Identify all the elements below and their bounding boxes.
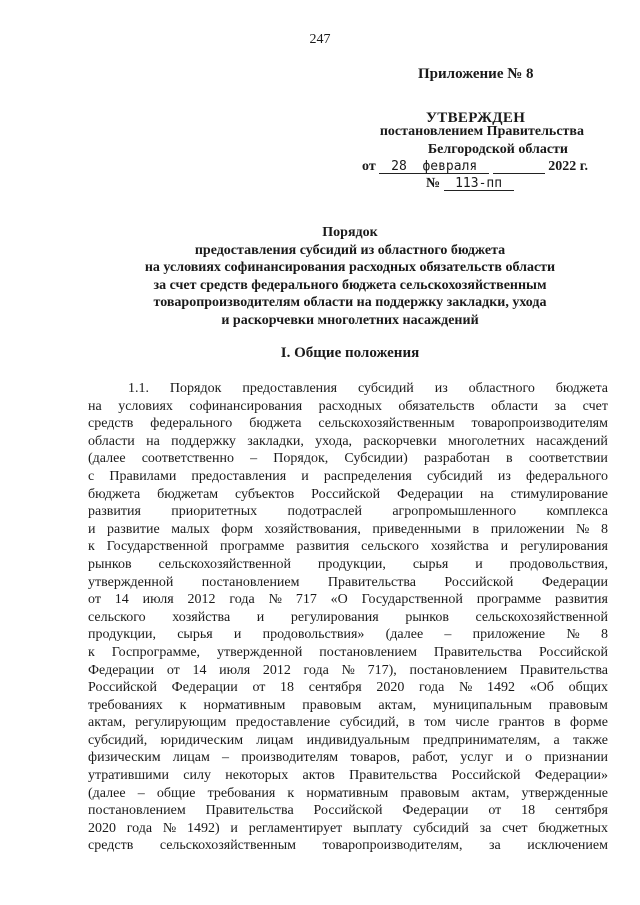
number-value: 113-пп bbox=[444, 177, 514, 191]
body-line: постановлением Правительства Российской Федерации от 18 сентября bbox=[88, 803, 608, 819]
body-line: (далее – общие требования к нормативным правовым актам, утвержденные bbox=[88, 785, 608, 801]
title-line: и раскорчевки многолетних насаждений bbox=[221, 312, 479, 328]
page-number: 247 bbox=[309, 32, 331, 47]
body-line: 1.1. Порядок предоставления субсидий из областного бюджета bbox=[128, 381, 608, 396]
section-title: I. Общие положения bbox=[280, 345, 420, 361]
body-line: физическим лицам – производителям товаров, работ, услуг и о признании bbox=[88, 750, 608, 766]
body-line: продукции, сырья и продовольствия» (далее – приложение № 8 bbox=[88, 627, 608, 643]
body-line: утратившими силу некоторых актов Правительства Российской Федерации» bbox=[88, 768, 608, 784]
date-day: 28 bbox=[391, 159, 407, 174]
document-title bbox=[0, 224, 640, 329]
body-line: и развитие малых форм хозяйствования, приведенными в приложении № 8 bbox=[88, 521, 608, 537]
body-line: субсидий, юридическим лицам индивидуальным предпринимателям, а также bbox=[88, 732, 608, 748]
title-line: предоставления субсидий из областного бюджета bbox=[194, 242, 506, 258]
body-line: Федерации от 14 июля 2012 года № 717), постановлением Правительства bbox=[88, 662, 608, 678]
date-line bbox=[362, 159, 588, 175]
body-line: к Госпрограмме, утвержденной постановлением Правительства Российской bbox=[88, 644, 608, 660]
date-day-month bbox=[379, 160, 489, 174]
body-line: средств федерального бюджета сельскохозяйственным товаропроизводителям bbox=[88, 416, 608, 432]
decree-line: постановлением Правительства bbox=[379, 124, 584, 139]
title-line: Порядок bbox=[322, 225, 378, 240]
body-line: на условиях софинансирования расходных обязательств области за счет bbox=[88, 398, 608, 414]
appendix-label: Приложение № 8 bbox=[418, 66, 534, 82]
date-year: 2022 г. bbox=[548, 159, 588, 174]
body-line: сельского хозяйства и регулирования рынков сельскохозяйственной bbox=[88, 609, 608, 625]
body-line: к Государственной программе развития сельского хозяйства и регулирования bbox=[88, 539, 608, 555]
body-line: (далее соответственно – Порядок, Субсидии) разработан в соответствии bbox=[88, 451, 608, 467]
body-line: требованиях к нормативным правовым актам, муниципальным правовым bbox=[88, 697, 608, 713]
body-line: бюджета бюджетам субъектов Российской Федерации на стимулирование bbox=[88, 486, 608, 502]
date-prefix: от bbox=[362, 159, 376, 174]
title-line: за счет средств федерального бюджета сельскохозяйственным bbox=[153, 277, 547, 293]
body-line: области на поддержку закладки, ухода, раскорчевки многолетних насаждений bbox=[88, 433, 608, 449]
date-month: февраля bbox=[422, 159, 478, 174]
title-line: товаропроизводителям области на поддержку закладки, ухода bbox=[153, 295, 547, 310]
region-line: Белгородской области bbox=[427, 142, 568, 157]
date-blank bbox=[493, 160, 545, 174]
body-line: средств сельскохозяйственным товаропроизводителям, за исключением bbox=[88, 838, 608, 854]
body-line: от 14 июля 2012 года № 717 «О Государственной программе развития bbox=[88, 592, 608, 608]
title-line: на условиях софинансирования расходных обязательств области bbox=[144, 260, 556, 275]
body-line: утвержденной постановлением Правительства Российской Федерации bbox=[88, 574, 608, 590]
body-line: Российской Федерации от 18 сентября 2020 года № 1492 «Об общих bbox=[88, 680, 608, 696]
number-prefix: № bbox=[426, 176, 441, 191]
body-line: с Правилами предоставления и распределения субсидий из федерального bbox=[88, 468, 608, 484]
body-line: развития приоритетных подотраслей агропромышленного комплекса bbox=[88, 504, 608, 520]
approved-label: УТВЕРЖДЕН bbox=[426, 110, 526, 126]
body-line: 2020 года № 1492) и регламентирует выплату субсидий за счет бюджетных bbox=[88, 820, 608, 836]
body-line: актам, регулирующим предоставление субсидий, в том числе грантов в форме bbox=[88, 715, 608, 731]
body-line: рынков сельскохозяйственной продукции, сырья и продовольствия, bbox=[88, 556, 608, 572]
body-text bbox=[88, 380, 608, 855]
number-line bbox=[426, 176, 514, 192]
